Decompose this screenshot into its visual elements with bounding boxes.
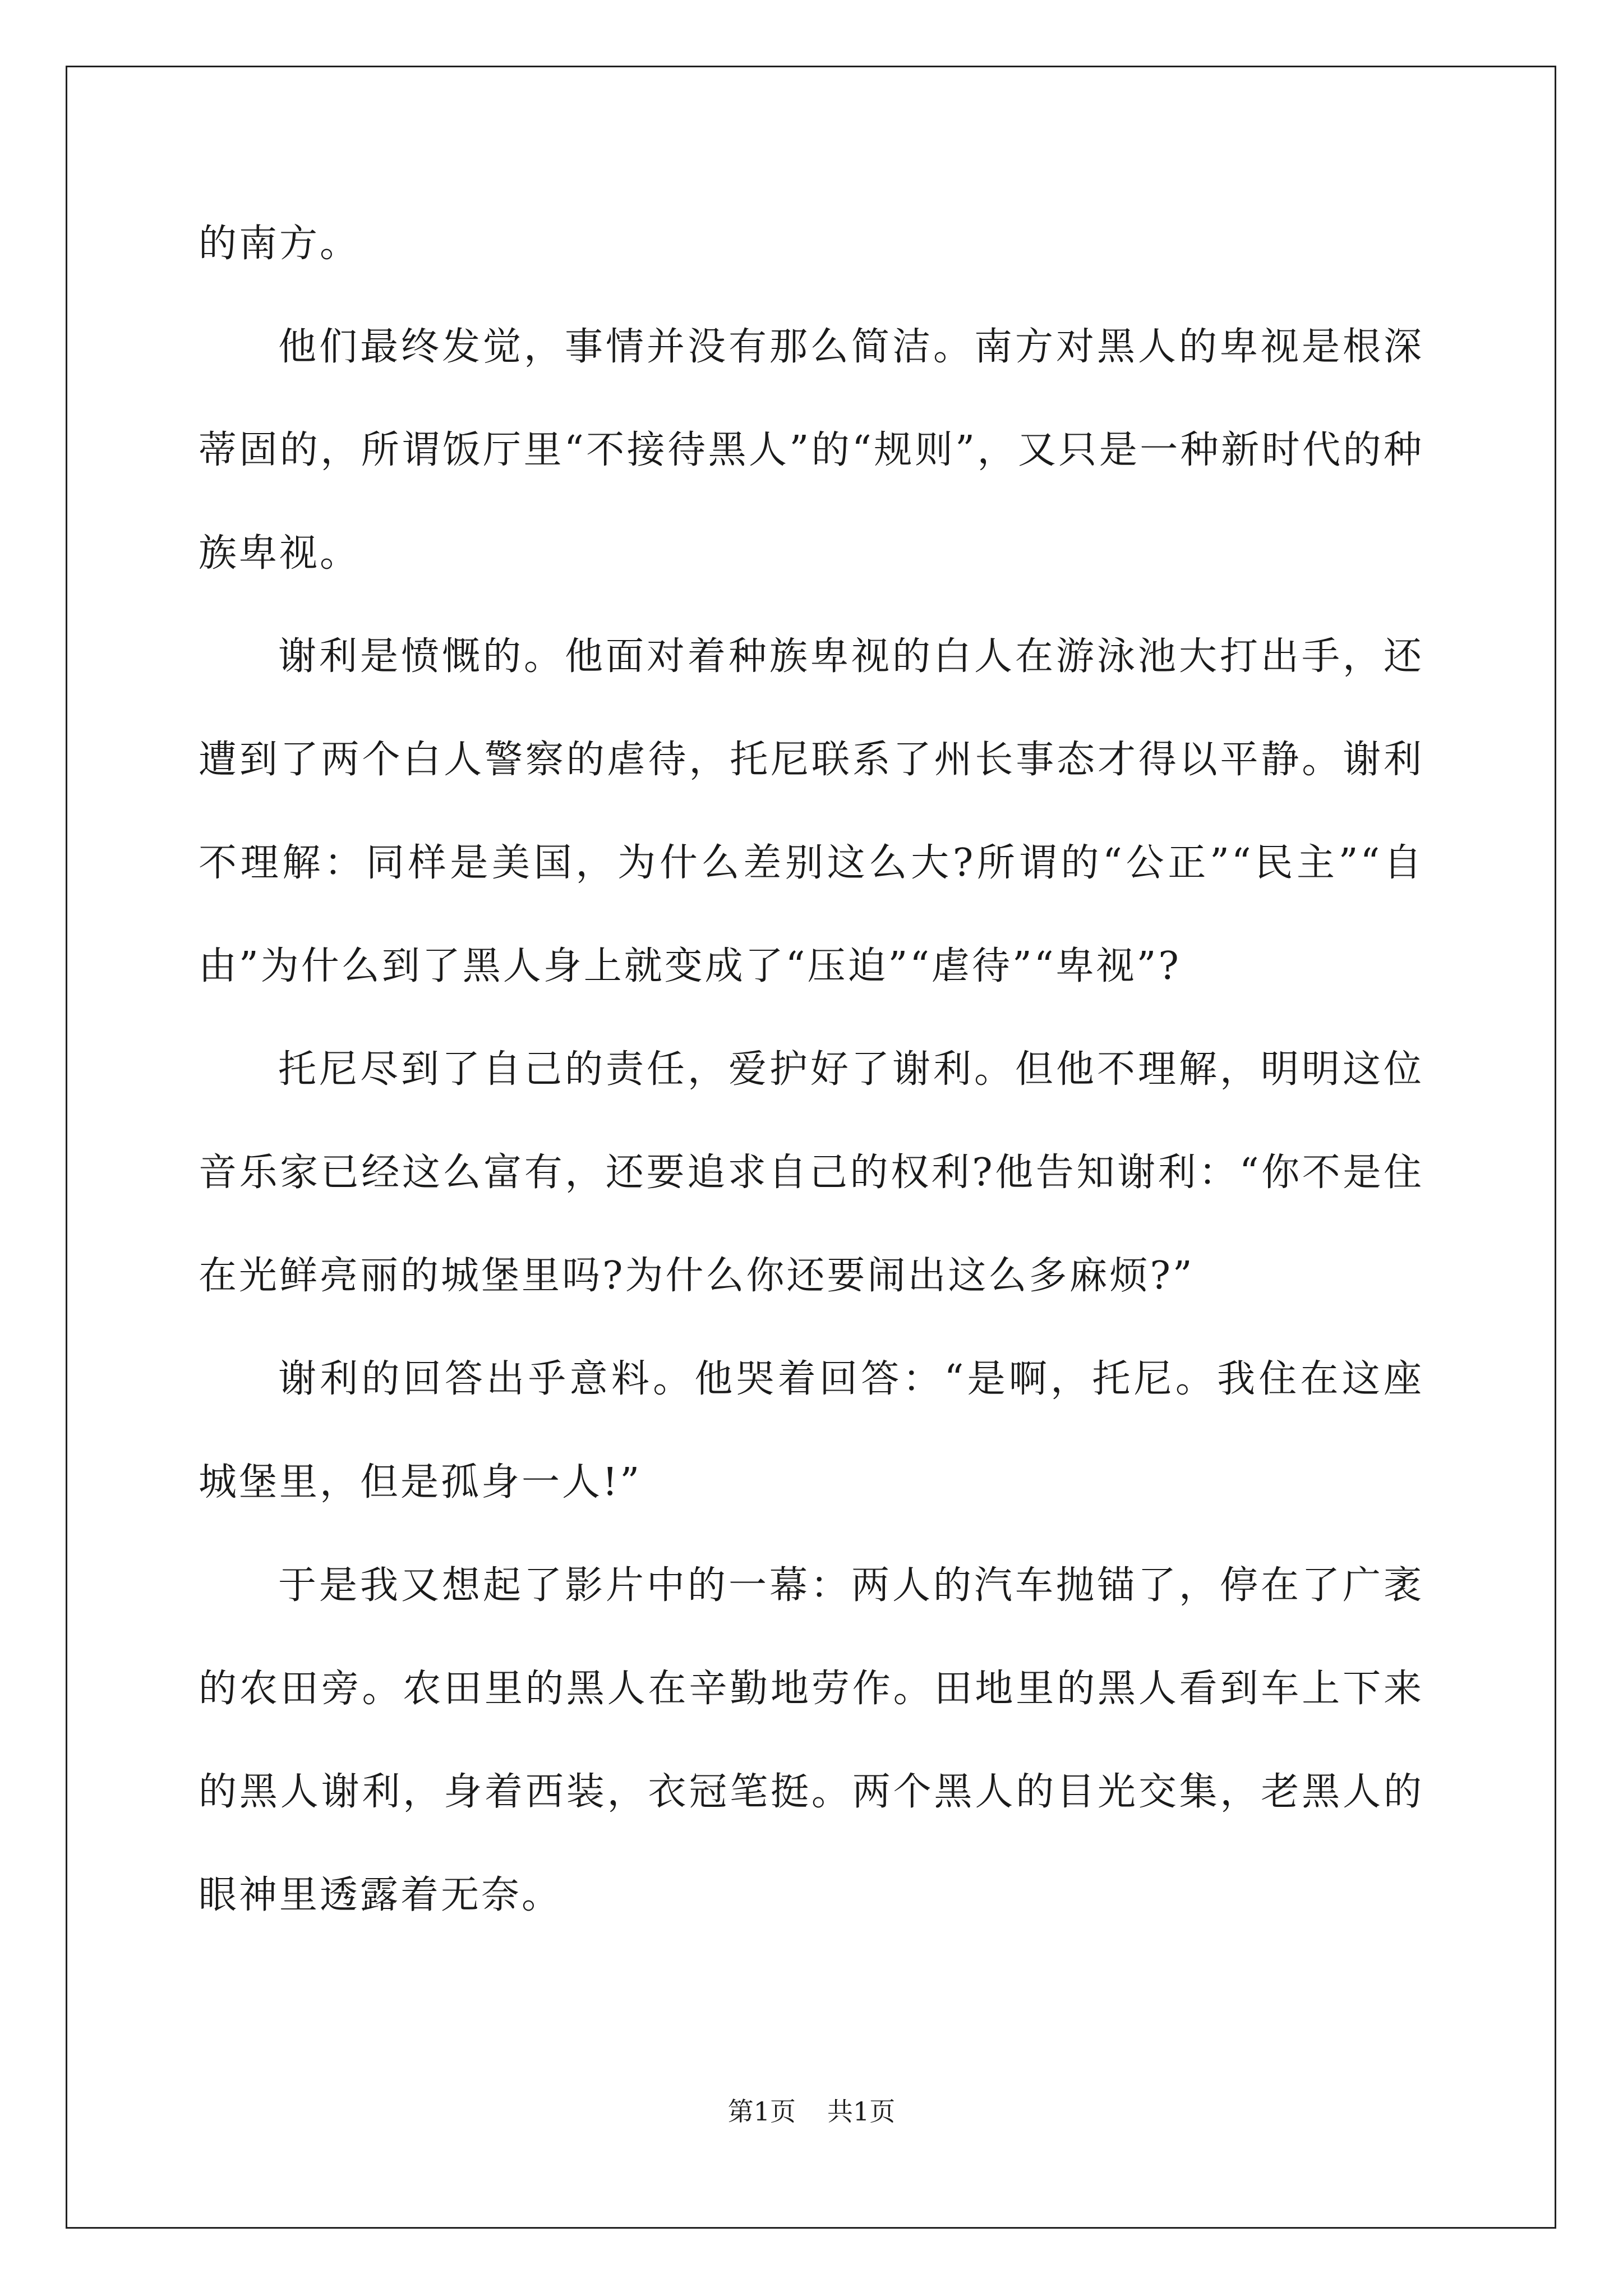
paragraph-2: 他们最终发觉，事情并没有那么简洁。南方对黑人的卑视是根深蒂固的，所谓饭厅里“不接待黑人”的“规则”，又只是一种新时代的种族卑视。: [199, 325, 1424, 576]
paragraph-3: 谢利是愤慨的。他面对着种族卑视的白人在游泳池大打出手，还遭到了两个白人警察的虐待，托尼联系了州长事态才得以平静。谢利不理解：同样是美国，为什么差别这么大?所谓的“公正”“民主”“自由”为什么到了黑人身上就变成了“压迫”“虐待”“卑视”?: [199, 634, 1424, 988]
paragraph-6: 于是我又想起了影片中的一幕：两人的汽车抛锚了，停在了广袤的农田旁。农田里的黑人在辛勤地劳作。田地里的黑人看到车上下来的黑人谢利，身着西装，衣冠笔挺。两个黑人的目光交集，老黑人的眼神里透露着无奈。: [199, 1563, 1424, 1917]
page-total: 共1页: [827, 2096, 896, 2127]
page-footer: [0, 2091, 1623, 2128]
paragraph-1: 的南方。: [199, 222, 361, 266]
paragraph-5: 谢利的回答出乎意料。他哭着回答：“是啊，托尼。我住在这座城堡里，但是孤身一人!”: [199, 1357, 1424, 1504]
document-body: [199, 192, 1424, 1947]
page-number: 第1页: [727, 2096, 796, 2127]
paragraph-4: 托尼尽到了自己的责任，爱护好了谢利。但他不理解，明明这位音乐家已经这么富有，还要追求自己的权利?他告知谢利：“你不是住在光鲜亮丽的城堡里吗?为什么你还要闹出这么多麻烦?”: [199, 1047, 1424, 1298]
